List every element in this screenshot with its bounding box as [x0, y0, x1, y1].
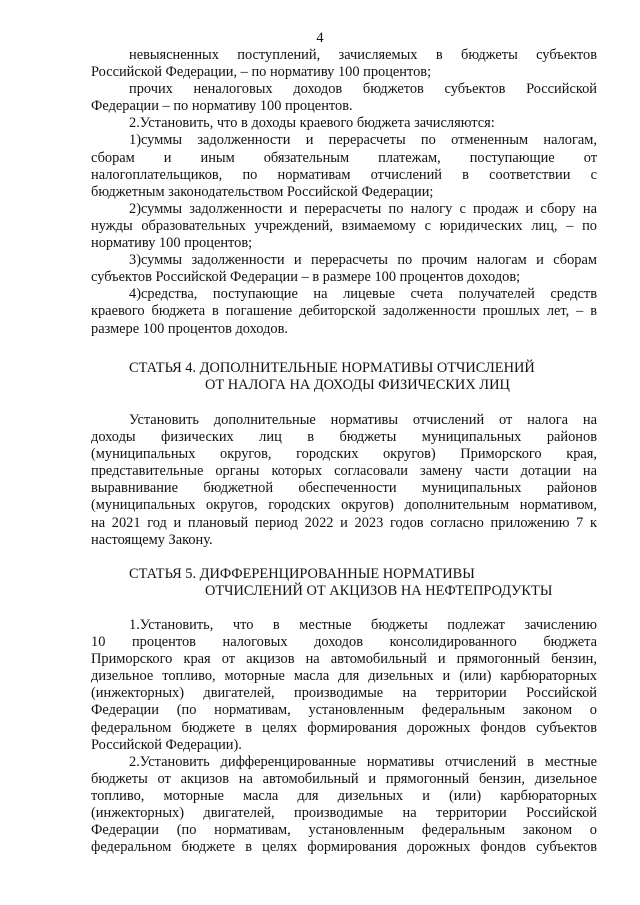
text-line: Установить дополнительные нормативы отчислений от налога на: [129, 412, 597, 428]
text-line: (инжекторных) двигателей, производимые на территории Российской: [91, 685, 597, 702]
text-line: 2)суммы задолженности и перерасчеты по налогу с продаж и сбору на: [129, 200, 597, 217]
text-line: краевого бюджета в погашение дебиторской задолженности прошлых лет, – в: [91, 303, 597, 320]
text-line: (инжекторных) двигателей, производимые на территории Российской: [91, 805, 597, 822]
text-line: выравнивание бюджетной обеспеченности муниципальных районов: [91, 480, 597, 497]
text-line: топливо, моторные масла для дизельных и (или) карбюраторных: [91, 787, 597, 804]
text-line: нормативу 100 процентов;: [91, 235, 253, 252]
text-line: прочих неналоговых доходов бюджетов субъектов Российской: [129, 81, 597, 98]
text-line: нужды образовательных учреждений, взимаемому с юридических лиц, – по: [91, 217, 597, 234]
article5-body: [91, 617, 597, 856]
text-line: Российской Федерации, – по нормативу 100 процентов;: [91, 64, 432, 81]
text-line: бюджетным законодательством Российской Федерации;: [91, 183, 434, 200]
text-line: 2.Установить, что в доходы краевого бюджета зачисляются:: [129, 115, 495, 132]
article3-continuation: [91, 47, 597, 338]
text-line: Приморского края от акцизов на автомобильный и прямогонный бензин,: [91, 651, 597, 668]
article4-heading-line1: СТАТЬЯ 4. ДОПОЛНИТЕЛЬНЫЕ НОРМАТИВЫ ОТЧИСЛЕНИЙ: [129, 360, 535, 376]
text-line: доходы физических лиц в бюджеты муниципальных районов: [91, 429, 597, 446]
text-line: сборам и иным обязательным платежам, поступающие от: [91, 149, 597, 166]
article4-body: [91, 412, 597, 549]
article5-heading-line1: СТАТЬЯ 5. ДИФФЕРЕНЦИРОВАННЫЕ НОРМАТИВЫ: [129, 566, 475, 582]
text-line: 3)суммы задолженности и перерасчеты по прочим налогам и сборам: [129, 252, 597, 269]
text-line: на 2021 год и плановый период 2022 и 2023 годов согласно приложению 7 к: [91, 514, 597, 531]
text-line: Федерации (по нормативам, установленным федеральным законом о: [91, 822, 597, 839]
text-line: бюджеты от акцизов на автомобильный и прямогонный бензин, дизельное: [91, 770, 597, 787]
article4-heading: [0, 360, 640, 394]
article5-heading-line2: ОТЧИСЛЕНИЙ ОТ АКЦИЗОВ НА НЕФТЕПРОДУКТЫ: [205, 583, 553, 600]
text-line: Федерации (по нормативам, установленным федеральным законом о: [91, 702, 597, 719]
text-line: представительные органы которых согласовали замену части дотации на: [91, 463, 597, 480]
text-line: налогоплательщиков, по нормативам отчислений в соответствии с: [91, 166, 597, 183]
text-line: настоящему Закону.: [91, 531, 213, 548]
text-line: (муниципальных округов, городских округов) Приморского края,: [91, 446, 597, 463]
text-line: Российской Федерации).: [91, 736, 242, 753]
article5-heading: [0, 566, 640, 600]
text-line: невыясненных поступлений, зачисляемых в бюджеты субъектов: [129, 47, 597, 63]
text-line: дизельное топливо, моторные масла для дизельных и (или) карбюраторных: [91, 668, 597, 685]
page-number: 4: [316, 30, 324, 46]
article4-heading-line2: ОТ НАЛОГА НА ДОХОДЫ ФИЗИЧЕСКИХ ЛИЦ: [205, 377, 510, 394]
text-line: 1.Установить, что в местные бюджеты подлежат зачислению: [129, 617, 597, 633]
text-line: (муниципальных округов, городских округов) дополнительным нормативом,: [91, 497, 597, 514]
text-line: федеральном бюджете в целях формирования дорожных фондов субъектов: [91, 839, 597, 856]
text-line: 4)средства, поступающие на лицевые счета получателей средств: [129, 286, 597, 303]
text-line: 1)суммы задолженности и перерасчеты по отмененным налогам,: [129, 132, 597, 149]
text-line: Федерации – по нормативу 100 процентов.: [91, 98, 353, 115]
text-line: размере 100 процентов доходов.: [91, 320, 288, 337]
text-line: федеральном бюджете в целях формирования дорожных фондов субъектов: [91, 719, 597, 736]
text-line: субъектов Российской Федерации – в размере 100 процентов доходов;: [91, 269, 521, 286]
text-line: 10 процентов налоговых доходов консолидированного бюджета: [91, 634, 597, 651]
text-line: 2.Установить дифференцированные нормативы отчислений в местные: [129, 753, 597, 770]
